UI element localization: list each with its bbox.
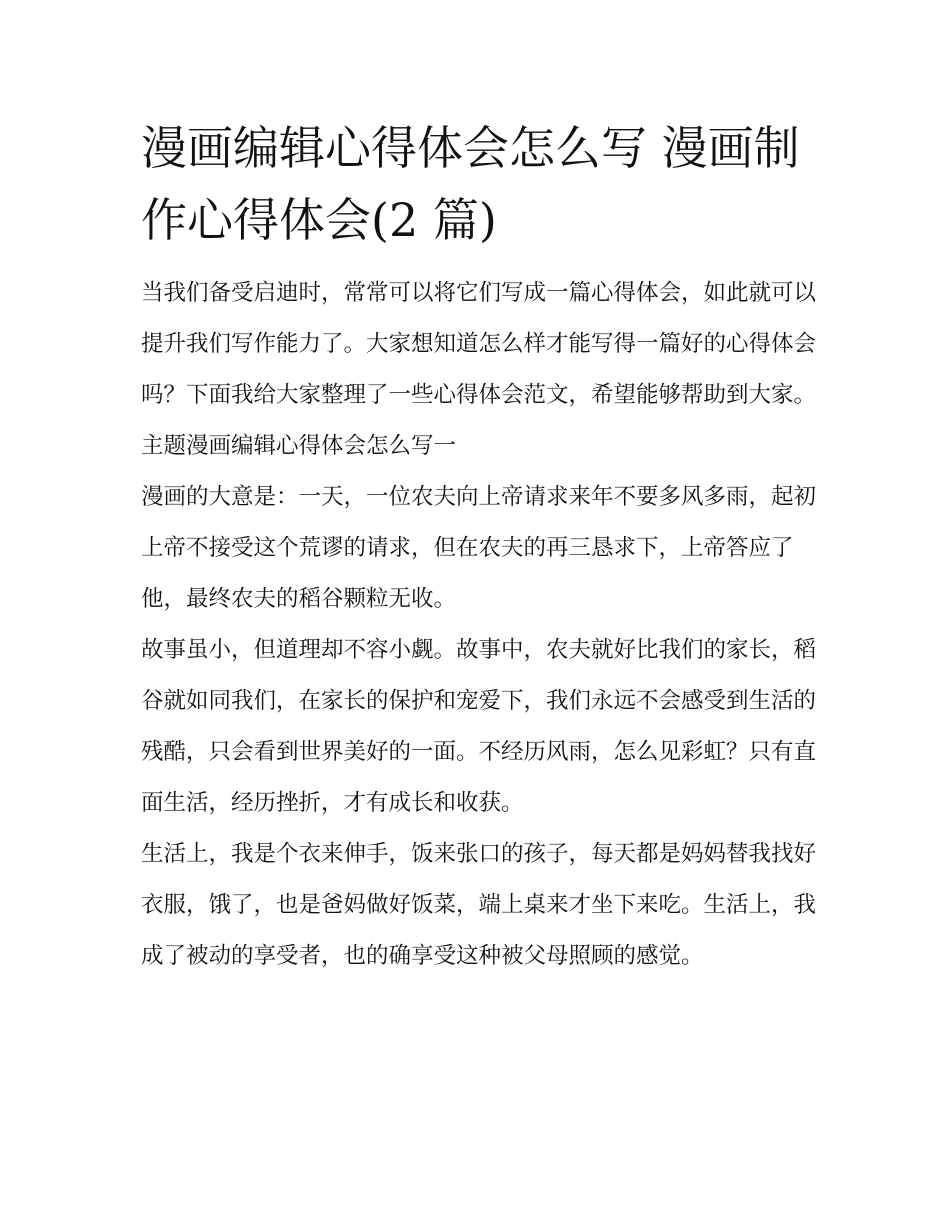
comic-summary-paragraph: 漫画的大意是：一天，一位农夫向上帝请求来年不要多风多雨，起初上帝不接受这个荒谬的请求，但在农夫的再三恳求下，上帝答应了他，最终农夫的稻谷颗粒无收。 (141, 484, 817, 612)
life-paragraph: 生活上，我是个衣来伸手，饭来张口的孩子，每天都是妈妈替我找好衣服，饿了，也是爸妈做好饭菜，端上桌来才坐下来吃。生活上，我成了被动的享受者，也的确享受这种被父母照顾的感觉。 (141, 841, 817, 969)
reflection-paragraph: 故事虽小，但道理却不容小觑。故事中，农夫就好比我们的家长，稻谷就如同我们，在家长的保护和宠爱下，我们永远不会感受到生活的残酷，只会看到世界美好的一面。不经历风雨，怎么见彩虹？只有直面生活，经历挫折，才有成长和收获。 (141, 637, 817, 816)
document-page (141, 112, 821, 982)
document-title: 漫画编辑心得体会怎么写 漫画制作心得体会(2 篇) (141, 121, 800, 247)
section-heading: 主题漫画编辑心得体会怎么写一 (141, 433, 457, 459)
intro-paragraph: 当我们备受启迪时，常常可以将它们写成一篇心得体会，如此就可以提升我们写作能力了。大家想知道怎么样才能写得一篇好的心得体会吗？下面我给大家整理了一些心得体会范文，希望能够帮助到大家。 (141, 280, 817, 408)
document-body (141, 268, 821, 982)
